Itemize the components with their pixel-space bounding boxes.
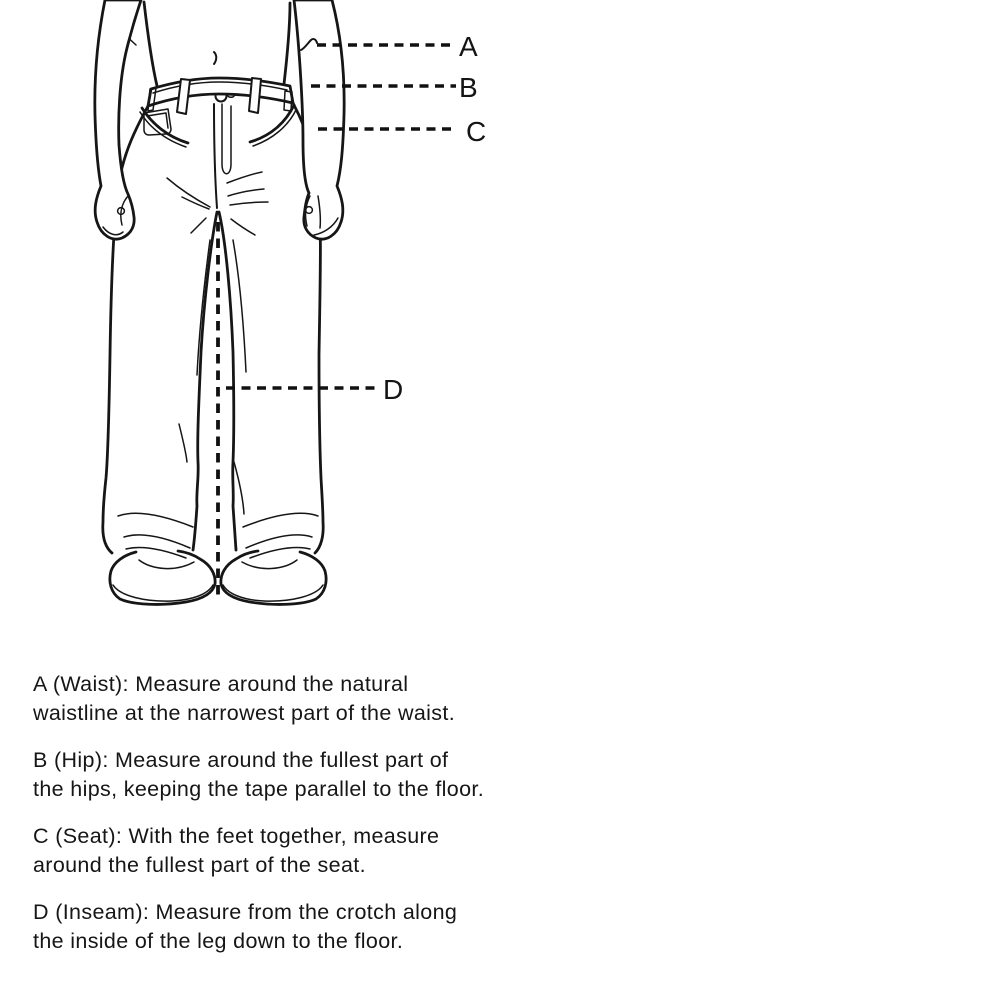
measurement-description-seat [33, 822, 653, 880]
description-line: D (Inseam): Measure from the crotch along [33, 900, 458, 924]
description-line: A (Waist): Measure around the natural [33, 672, 409, 696]
figure-torso [121, 2, 290, 86]
diagram-label-a: A [459, 31, 478, 62]
measurement-descriptions [33, 670, 653, 974]
diagram-label-c: C [466, 116, 487, 147]
measurement-description-waist [33, 670, 653, 728]
description-line: the hips, keeping the tape parallel to the floor. [33, 777, 485, 801]
navel-mark [214, 52, 216, 64]
description-line: the inside of the leg down to the floor. [33, 929, 404, 953]
description-line: C (Seat): With the feet together, measure [33, 824, 440, 848]
description-line: B (Hip): Measure around the fullest part of [33, 748, 449, 772]
jeans-drawing [103, 78, 323, 558]
description-line: waistline at the narrowest part of the waist. [33, 701, 456, 725]
figure-left-arm [95, 0, 141, 239]
description-line: around the fullest part of the seat. [33, 853, 366, 877]
diagram-label-b: B [459, 72, 478, 103]
measurement-description-inseam [33, 898, 653, 956]
diagram-label-d: D [383, 374, 404, 405]
figure-right-arm [294, 0, 344, 239]
measurement-description-hip [33, 746, 653, 804]
